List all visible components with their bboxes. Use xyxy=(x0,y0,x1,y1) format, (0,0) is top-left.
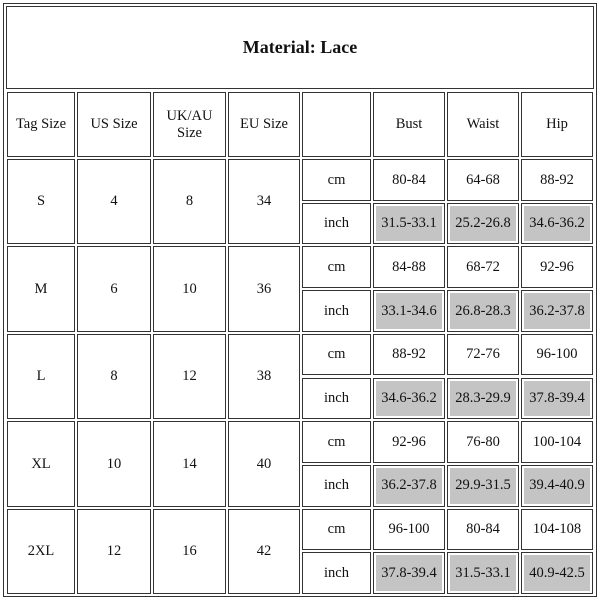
header-waist: Waist xyxy=(466,116,500,133)
waist-inch-value: 28.3-29.9 xyxy=(450,381,516,417)
tag-size-cell: 2XL xyxy=(27,542,55,559)
hip-cm-value: 104-108 xyxy=(532,521,582,538)
unit-label-cm: cm xyxy=(327,258,346,275)
hip-inch-value: 34.6-36.2 xyxy=(524,206,590,242)
unit-label-inch: inch xyxy=(324,564,349,581)
waist-cm-value: 68-72 xyxy=(466,258,500,275)
uk-au-size-cell: 12 xyxy=(182,368,197,385)
tag-size-cell: XL xyxy=(31,455,51,472)
table-title: Material: Lace xyxy=(242,37,358,58)
eu-size-cell: 36 xyxy=(256,280,272,297)
hip-cm-value: 92-96 xyxy=(540,258,574,275)
unit-label-inch: inch xyxy=(324,302,349,319)
hip-cm-value: 100-104 xyxy=(532,433,582,450)
us-size-cell: 10 xyxy=(106,455,122,472)
waist-cm-value: 64-68 xyxy=(466,171,500,188)
unit-label-inch: inch xyxy=(324,390,349,406)
eu-size-cell: 40 xyxy=(256,455,272,472)
us-size-cell: 4 xyxy=(110,193,118,210)
tag-size-cell: L xyxy=(36,368,46,385)
waist-cm-value: 76-80 xyxy=(466,433,500,450)
waist-inch-value: 25.2-26.8 xyxy=(450,206,516,242)
unit-label-cm: cm xyxy=(327,171,346,188)
bust-inch-value: 33.1-34.6 xyxy=(376,293,442,329)
bust-cm-value: 96-100 xyxy=(388,521,430,538)
uk-au-size-cell: 8 xyxy=(185,193,194,210)
bust-cm-value: 80-84 xyxy=(392,171,426,188)
tag-size-cell: M xyxy=(34,280,48,297)
header-uk-au-size: UK/AU Size xyxy=(166,107,213,141)
uk-au-size-cell: 10 xyxy=(182,280,197,297)
bust-cm-value: 88-92 xyxy=(392,346,426,363)
unit-label-inch: inch xyxy=(324,477,349,494)
hip-cm-value: 88-92 xyxy=(540,171,574,188)
bust-inch-value: 31.5-33.1 xyxy=(376,206,442,242)
waist-inch-value: 29.9-31.5 xyxy=(450,468,516,504)
unit-label-inch: inch xyxy=(324,215,349,232)
eu-size-cell: 42 xyxy=(256,542,272,559)
bust-inch-value: 36.2-37.8 xyxy=(376,468,442,504)
hip-inch-value: 36.2-37.8 xyxy=(524,293,590,329)
eu-size-cell: 38 xyxy=(256,368,272,385)
hip-inch-value: 39.4-40.9 xyxy=(524,468,590,504)
eu-size-cell: 34 xyxy=(256,193,272,210)
bust-inch-value: 34.6-36.2 xyxy=(376,381,442,417)
uk-au-size-cell: 14 xyxy=(182,455,197,472)
bust-cm-value: 92-96 xyxy=(392,433,426,450)
waist-cm-value: 72-76 xyxy=(466,346,500,363)
unit-label-cm: cm xyxy=(327,521,346,538)
us-size-cell: 8 xyxy=(110,368,118,385)
bust-inch-value: 37.8-39.4 xyxy=(376,555,442,591)
bust-cm-value: 84-88 xyxy=(392,258,426,275)
hip-cm-value: 96-100 xyxy=(536,346,578,363)
header-bust: Bust xyxy=(395,116,423,133)
us-size-cell: 6 xyxy=(110,280,118,297)
uk-au-size-cell: 16 xyxy=(182,542,197,559)
tag-size-cell: S xyxy=(36,193,46,210)
unit-label-cm: cm xyxy=(327,433,346,450)
header-us-size: US Size xyxy=(90,116,138,133)
header-tag-size: Tag Size xyxy=(15,116,67,133)
us-size-cell: 12 xyxy=(106,542,122,559)
header-hip: Hip xyxy=(546,116,568,133)
header-eu-size: EU Size xyxy=(240,116,288,133)
hip-inch-value: 37.8-39.4 xyxy=(524,381,590,417)
waist-cm-value: 80-84 xyxy=(466,521,500,538)
unit-label-cm: cm xyxy=(327,346,346,363)
hip-inch-value: 40.9-42.5 xyxy=(524,555,590,591)
waist-inch-value: 31.5-33.1 xyxy=(450,555,516,591)
header-unit xyxy=(302,92,371,157)
waist-inch-value: 26.8-28.3 xyxy=(450,293,516,329)
